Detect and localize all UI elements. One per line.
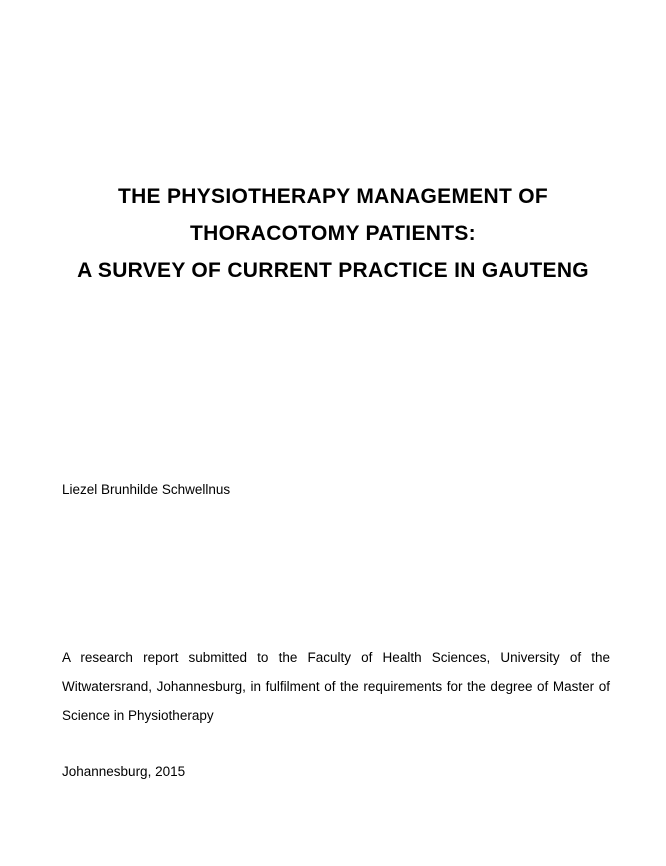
title-line-3: A SURVEY OF CURRENT PRACTICE IN GAUTENG xyxy=(77,259,589,282)
page-title xyxy=(0,0,666,289)
author-name: Liezel Brunhilde Schwellnus xyxy=(62,482,231,497)
title-line-2: THORACOTOMY PATIENTS: xyxy=(190,222,476,245)
place-date-line: Johannesburg, 2015 xyxy=(62,764,186,779)
submission-statement: A research report submitted to the Faculty of Health Sciences, University of the Witwatersrand, Johannesburg, in fulfilment of the requirements for the degree of Master of Science in Physiotherapy xyxy=(62,650,610,723)
title-line-1: THE PHYSIOTHERAPY MANAGEMENT OF xyxy=(117,185,549,208)
